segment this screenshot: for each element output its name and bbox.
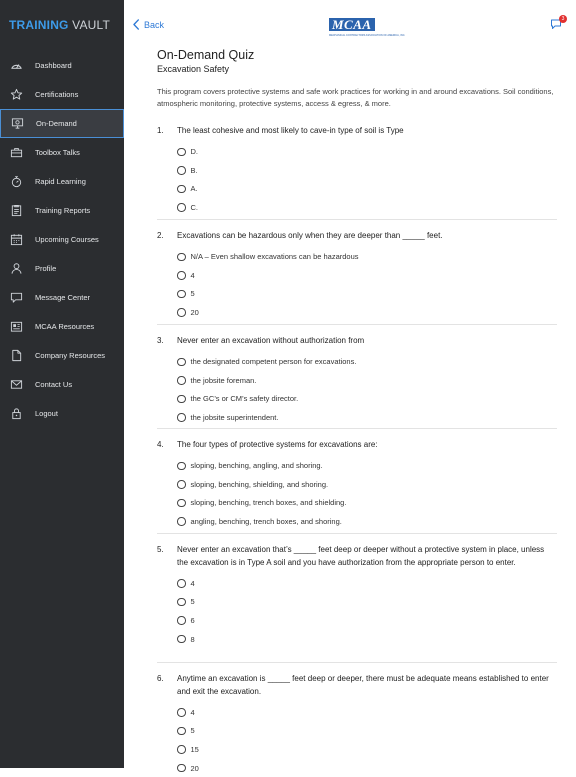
question-divider: [157, 324, 557, 325]
question-divider: [157, 533, 557, 534]
answer-label: 20: [190, 763, 199, 773]
answer-option[interactable]: [177, 703, 557, 722]
question-text-row: [157, 335, 557, 348]
radio-button[interactable]: [177, 635, 186, 644]
quiz-header: [157, 48, 557, 109]
radio-button[interactable]: [177, 358, 186, 367]
newspaper-icon: [9, 320, 23, 334]
question-divider: [157, 428, 557, 429]
radio-button[interactable]: [177, 579, 186, 588]
mcaa-logo: [329, 16, 406, 37]
sidebar-nav: [0, 51, 124, 428]
main-content: [124, 0, 576, 773]
sidebar-item-label: Logout: [35, 409, 58, 418]
sidebar-item-contact-us[interactable]: [0, 370, 124, 399]
brand-part1: TRAINING: [9, 18, 69, 32]
answer-label: 20: [190, 308, 199, 318]
answer-label: D.: [190, 147, 198, 157]
radio-button[interactable]: [177, 616, 186, 625]
back-label: Back: [144, 19, 165, 30]
question-text-row: [157, 439, 557, 452]
answer-options: [157, 457, 557, 531]
radio-button[interactable]: [177, 166, 186, 175]
answer-label: the jobsite foreman.: [190, 375, 257, 385]
page-subtitle: Excavation Safety: [157, 64, 230, 74]
answer-option[interactable]: [177, 630, 557, 649]
brand-part2: VAULT: [72, 18, 111, 32]
answer-option[interactable]: [177, 408, 557, 427]
answer-option[interactable]: [177, 353, 557, 372]
answer-option[interactable]: [177, 740, 557, 759]
radio-button[interactable]: [177, 290, 186, 299]
answer-option[interactable]: [177, 143, 557, 162]
question-3: [157, 335, 557, 427]
answer-label: sloping, benching, shielding, and shoring.: [190, 479, 329, 489]
stopwatch-icon: [9, 175, 23, 189]
sidebar: [0, 0, 124, 768]
notification-badge: 3: [559, 15, 567, 23]
report-icon: [9, 204, 23, 218]
sidebar-item-logout[interactable]: [0, 399, 124, 428]
answer-label: angling, benching, trench boxes, and shoring.: [190, 517, 342, 527]
sidebar-item-message-center[interactable]: [0, 283, 124, 312]
question-text-row: [157, 230, 557, 243]
answer-option[interactable]: [177, 593, 557, 612]
question-6: [157, 673, 557, 777]
sidebar-item-upcoming-courses[interactable]: [0, 225, 124, 254]
answer-option[interactable]: [177, 722, 557, 741]
sidebar-item-label: Rapid Learning: [35, 177, 86, 186]
mcaa-logo-mark: MCAA: [329, 18, 375, 31]
radio-button[interactable]: [177, 764, 186, 773]
radio-button[interactable]: [177, 413, 186, 422]
answer-options: [157, 574, 557, 648]
lock-icon: [9, 407, 23, 421]
answer-option[interactable]: [177, 475, 557, 494]
answer-label: 5: [190, 726, 195, 736]
question-text: Anytime an excavation is _____ feet deep or deeper, there must be adequate means established to enter and exit the excavation.: [177, 674, 549, 696]
answer-label: 5: [190, 289, 195, 299]
chevron-left-icon: [132, 19, 140, 30]
answer-option[interactable]: [177, 371, 557, 390]
radio-button[interactable]: [177, 185, 186, 194]
sidebar-item-toolbox-talks[interactable]: [0, 138, 124, 167]
answer-options: [157, 248, 557, 322]
question-text: The least cohesive and most likely to cave-in type of soil is Type: [177, 126, 404, 135]
answer-option[interactable]: [177, 248, 557, 267]
toolbox-icon: [9, 146, 23, 160]
answer-label: sloping, benching, angling, and shoring.: [190, 461, 323, 471]
calendar-icon: [9, 233, 23, 247]
sidebar-item-mcaa-resources[interactable]: [0, 312, 124, 341]
question-number: 1.: [157, 126, 164, 135]
answer-label: the GC’s or CM’s safety director.: [190, 394, 299, 404]
question-text: Excavations can be hazardous only when they are deeper than _____ feet.: [177, 231, 443, 240]
sidebar-item-label: Profile: [35, 264, 57, 273]
back-button[interactable]: [132, 19, 164, 30]
question-text: Never enter an excavation that’s _____ feet deep or deeper without a protective system in place, unless the excavation is in Type A soil and you have authorization from the appropriate person to enter.: [177, 545, 545, 567]
page-description: This program covers protective systems and safe work practices for working in and around excavations. Soil conditions, atmospheric monitoring, protective systems, access & egress, & more.: [157, 87, 554, 108]
mcaa-logo-tagline: MECHANICAL CONTRACTORS ASSOCIATION OF AMERICA, INC.: [329, 34, 406, 37]
document-icon: [9, 349, 23, 363]
radio-button[interactable]: [177, 480, 186, 489]
answer-label: 8: [190, 634, 195, 644]
radio-button[interactable]: [177, 745, 186, 754]
answer-label: 4: [190, 707, 195, 717]
question-text-row: [157, 544, 557, 569]
radio-button[interactable]: [177, 708, 186, 717]
question-number: 4.: [157, 440, 164, 449]
radio-button[interactable]: [177, 727, 186, 736]
sidebar-item-company-resources[interactable]: [0, 341, 124, 370]
question-text-row: [157, 125, 557, 138]
question-number: 3.: [157, 336, 164, 345]
question-number: 5.: [157, 545, 164, 554]
radio-button[interactable]: [177, 148, 186, 157]
sidebar-item-label: Toolbox Talks: [35, 148, 80, 157]
radio-button[interactable]: [177, 499, 186, 508]
radio-button[interactable]: [177, 203, 186, 212]
answer-option[interactable]: [177, 512, 557, 531]
radio-button[interactable]: [177, 271, 186, 280]
star-icon: [9, 88, 23, 102]
question-number: 6.: [157, 674, 164, 683]
answer-options: [157, 703, 557, 777]
sidebar-item-training-reports[interactable]: [0, 196, 124, 225]
sidebar-item-certifications[interactable]: [0, 80, 124, 109]
answer-option[interactable]: [177, 180, 557, 199]
radio-button[interactable]: [177, 308, 186, 317]
question-divider: [157, 662, 557, 663]
answer-options: [157, 143, 557, 217]
answer-label: 5: [190, 597, 195, 607]
sidebar-item-profile[interactable]: [0, 254, 124, 283]
sidebar-item-label: Contact Us: [35, 380, 73, 389]
answer-label: C.: [190, 203, 198, 213]
radio-button[interactable]: [177, 517, 186, 526]
question-number: 2.: [157, 231, 164, 240]
radio-button[interactable]: [177, 253, 186, 262]
question-4: [157, 439, 557, 531]
radio-button[interactable]: [177, 395, 186, 404]
question-text-row: [157, 673, 557, 698]
answer-option[interactable]: [177, 457, 557, 476]
answer-option[interactable]: [177, 285, 557, 304]
person-icon: [9, 262, 23, 276]
sidebar-item-label: Certifications: [35, 90, 79, 99]
answer-label: B.: [190, 165, 198, 175]
sidebar-item-dashboard[interactable]: [0, 51, 124, 80]
sidebar-item-label: Company Resources: [35, 351, 106, 360]
sidebar-item-label: Training Reports: [35, 206, 91, 215]
brand-logo: [9, 18, 110, 32]
question-2: [157, 230, 557, 322]
answer-option[interactable]: [177, 303, 557, 322]
answer-option[interactable]: [177, 161, 557, 180]
radio-button[interactable]: [177, 462, 186, 471]
question-1: [157, 125, 557, 217]
sidebar-item-label: MCAA Resources: [35, 322, 95, 331]
question-text: The four types of protective systems for excavations are:: [177, 440, 378, 449]
sidebar-item-rapid-learning[interactable]: [0, 167, 124, 196]
answer-option[interactable]: [177, 390, 557, 409]
answer-label: 4: [190, 270, 195, 280]
answer-label: 6: [190, 615, 195, 625]
answer-option[interactable]: [177, 611, 557, 630]
radio-button[interactable]: [177, 376, 186, 385]
page-title: On-Demand Quiz: [157, 48, 255, 62]
answer-option[interactable]: [177, 574, 557, 593]
answer-options: [157, 353, 557, 427]
answer-option[interactable]: [177, 266, 557, 285]
monitor-icon: [10, 117, 24, 131]
envelope-icon: [9, 378, 23, 392]
answer-label: A.: [190, 184, 198, 194]
message-icon: [9, 291, 23, 305]
answer-option[interactable]: [177, 494, 557, 513]
answer-label: 15: [190, 744, 199, 754]
answer-option[interactable]: [177, 198, 557, 217]
sidebar-item-label: Upcoming Courses: [35, 235, 99, 244]
question-text: Never enter an excavation without authorization from: [177, 336, 365, 345]
sidebar-item-label: Dashboard: [35, 61, 72, 70]
answer-label: the designated competent person for excavations.: [190, 357, 357, 367]
answer-label: N/A – Even shallow excavations can be hazardous: [190, 252, 359, 262]
question-divider: [157, 219, 557, 220]
answer-label: sloping, benching, trench boxes, and shielding.: [190, 498, 347, 508]
sidebar-item-label: On-Demand: [36, 119, 77, 128]
radio-button[interactable]: [177, 598, 186, 607]
sidebar-item-on-demand[interactable]: [0, 109, 124, 138]
gauge-icon: [9, 59, 23, 73]
sidebar-item-label: Message Center: [35, 293, 91, 302]
answer-label: the jobsite superintendent.: [190, 413, 279, 423]
question-5: [157, 544, 557, 648]
answer-label: 4: [190, 578, 195, 588]
